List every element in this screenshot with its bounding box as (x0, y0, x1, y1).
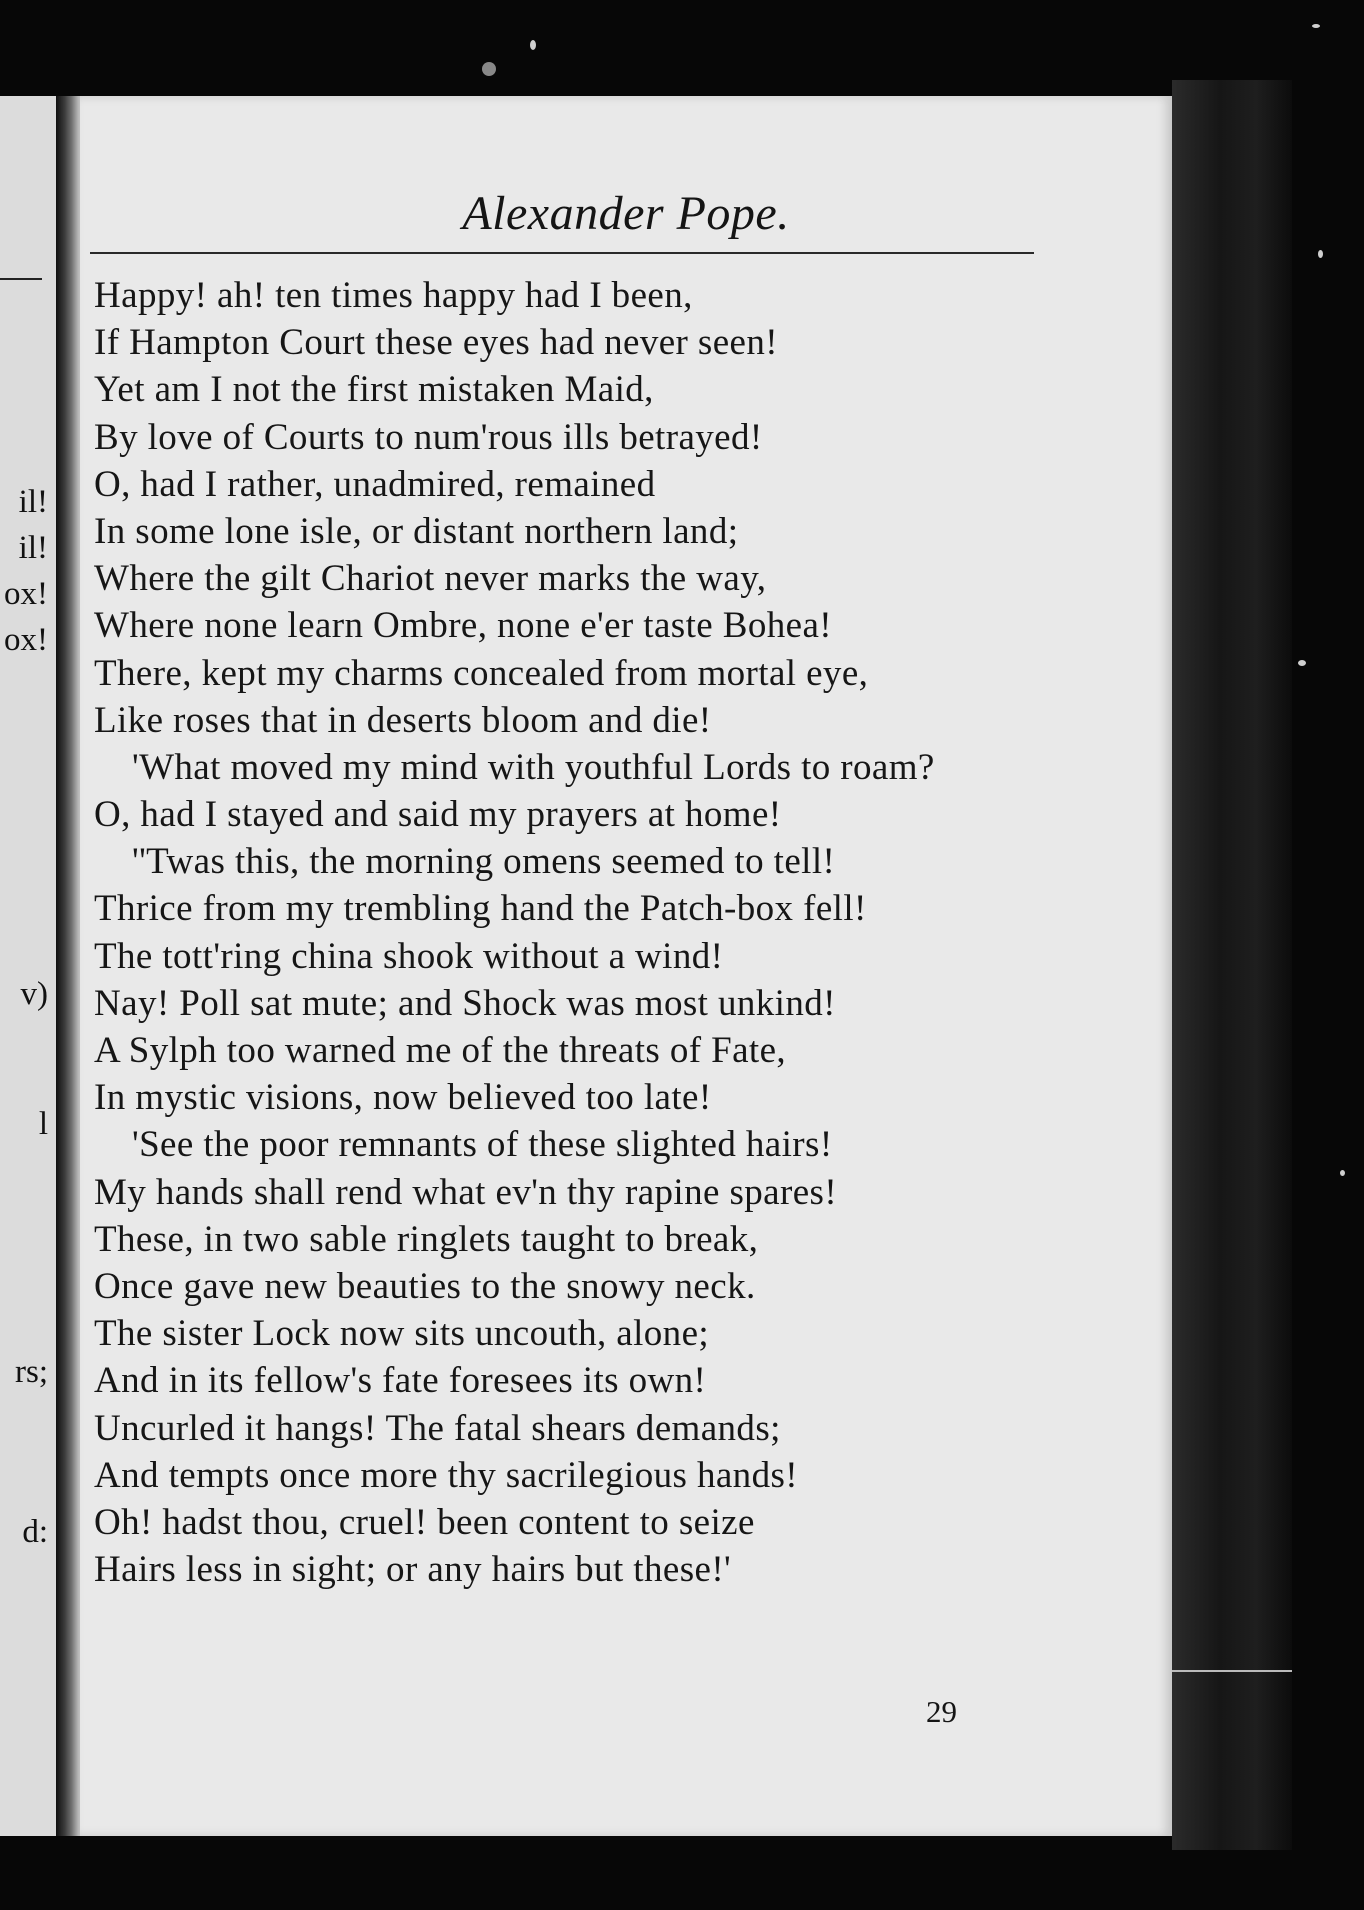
verse-line: There, kept my charms concealed from mortal eye, (94, 652, 869, 694)
verse-line: Oh! hadst thou, cruel! been content to seize (94, 1501, 755, 1543)
previous-page-fragment: v) (20, 976, 48, 1012)
scan-speck (482, 62, 496, 76)
verse-line: Once gave new beauties to the snowy neck. (94, 1265, 756, 1307)
scan-speck (1312, 24, 1320, 28)
verse-line: Thrice from my trembling hand the Patch-box fell! (94, 888, 867, 930)
previous-page-fragment: ox! (4, 622, 48, 658)
verse-line: And tempts once more thy sacrilegious hands! (94, 1454, 798, 1496)
verse-line: Where none learn Ombre, none e'er taste Bohea! (94, 605, 833, 647)
verse-line: My hands shall rend what ev'n thy rapine spares! (94, 1171, 838, 1213)
book-page (80, 96, 1172, 1836)
page-number: 29 (926, 1694, 957, 1729)
verse-line: By love of Courts to num'rous ills betrayed! (94, 416, 763, 458)
verse-line: A Sylph too warned me of the threats of Fate, (94, 1030, 787, 1071)
verse-line: And in its fellow's fate foresees its own! (94, 1360, 707, 1402)
verse-line: Happy! ah! ten times happy had I been, (94, 275, 693, 316)
verse-line: Like roses that in deserts bloom and die! (94, 699, 712, 741)
poem-verse (94, 272, 1094, 1593)
verse-line: If Hampton Court these eyes had never seen! (94, 322, 778, 364)
verse-line: Hairs less in sight; or any hairs but these!' (94, 1549, 732, 1591)
verse-line: Uncurled it hangs! The fatal shears demands; (94, 1407, 781, 1449)
previous-page-fragment: il! (18, 530, 48, 566)
previous-page-fragment: l (38, 1106, 48, 1142)
verse-line: 'See the poor remnants of these slighted hairs! (132, 1124, 833, 1166)
previous-page-fragment: d: (22, 1514, 48, 1550)
scan-speck (1318, 250, 1323, 258)
scan-speck (1298, 660, 1306, 666)
running-header: Alexander Pope. (462, 187, 790, 240)
verse-line: Where the gilt Chariot never marks the way, (94, 558, 767, 600)
verse-line: The tott'ring china shook without a wind! (94, 935, 724, 977)
verse-line: O, had I stayed and said my prayers at home! (94, 794, 782, 836)
previous-page-fragment: rs; (15, 1354, 48, 1390)
previous-page-fragment: ox! (4, 576, 48, 612)
cover-edge-line (1172, 1670, 1292, 1672)
scan-speck (1340, 1170, 1345, 1176)
book-cover-edge (1172, 80, 1292, 1850)
scan-speck (530, 40, 536, 50)
header-rule (90, 252, 1034, 254)
verse-line: ''Twas this, the morning omens seemed to tell! (132, 841, 836, 883)
verse-line: In mystic visions, now believed too late! (94, 1077, 712, 1119)
verse-line: Yet am I not the first mistaken Maid, (94, 369, 654, 411)
verse-line: The sister Lock now sits uncouth, alone; (94, 1313, 710, 1355)
verse-line: These, in two sable ringlets taught to break, (94, 1218, 759, 1260)
verse-line: 'What moved my mind with youthful Lords to roam? (132, 746, 935, 788)
previous-page-fragment: il! (18, 484, 48, 520)
verse-line: In some lone isle, or distant northern land; (94, 510, 739, 552)
verse-line: O, had I rather, unadmired, remained (94, 463, 656, 505)
verse-line: Nay! Poll sat mute; and Shock was most unkind! (94, 982, 836, 1024)
previous-page-rule (0, 278, 42, 280)
previous-page-edge (0, 96, 62, 1836)
